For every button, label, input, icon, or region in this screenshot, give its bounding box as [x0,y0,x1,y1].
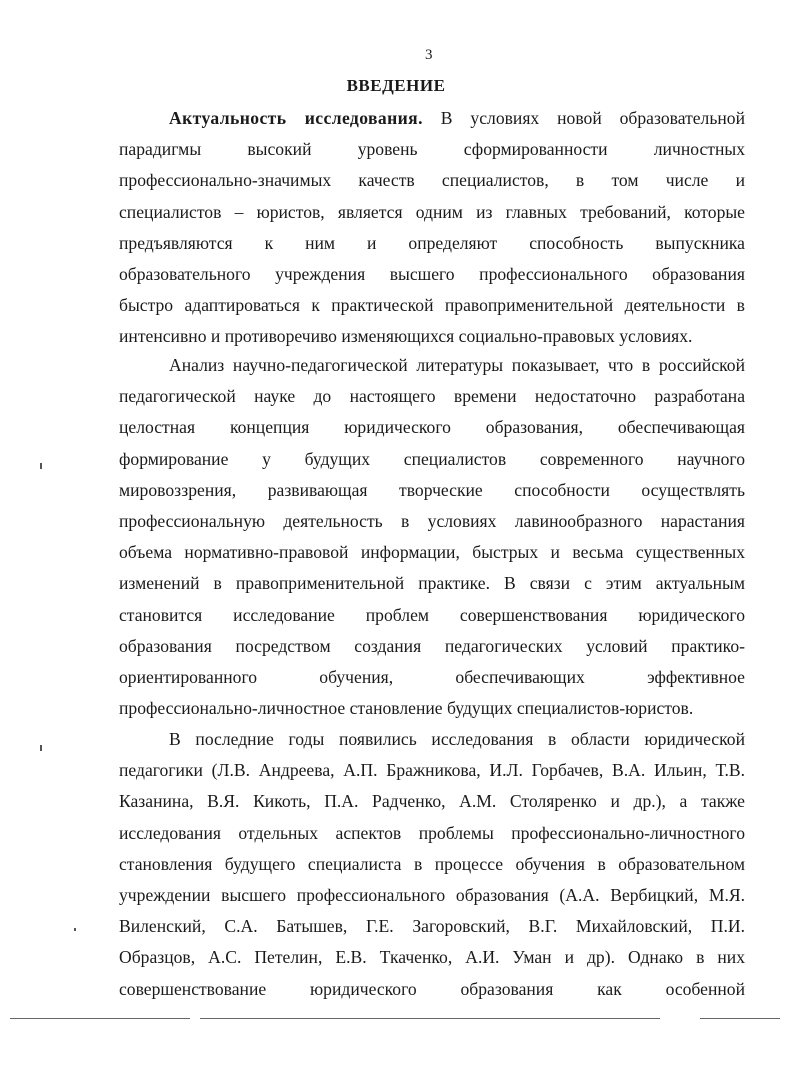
paragraph-line: ориентированного обучения, обеспечивающих эффективное [119,666,745,687]
paragraph-line: исследования отдельных аспектов проблемы профессионально-личностного [119,822,745,843]
paragraph-line: профессионально-значимых качеств специалистов, в том числе и [119,170,745,191]
scan-line [700,1018,780,1019]
paragraph-line: становления будущего специалиста в процессе обучения в образовательном [119,853,745,874]
paragraph-line: совершенствование юридического образования как особенной [119,978,745,999]
paragraph-line: педагогики (Л.В. Андреева, А.П. Бражникова, И.Л. Горбачев, В.А. Ильин, Т.В. [119,760,745,781]
paragraph-line: целостная концепция юридического образования, обеспечивающая [119,417,745,438]
paragraph-line: изменений в правоприменительной практике. В связи с этим актуальным [119,573,745,594]
paragraph-line: образовательного учреждения высшего профессионального образования [119,263,745,284]
scan-mark [74,928,76,931]
paragraph-line: профессионально-личностное становление будущих специалистов-юристов. [119,698,694,719]
paragraph-line: Актуальность исследования. В условиях новой образовательной [169,108,745,128]
paragraph-line: В последние годы появились исследования в области юридической [169,729,745,749]
paragraph-line: Казанина, В.Я. Кикоть, П.А. Радченко, А.М. Столяренко и др.), а также [119,791,745,812]
page-number: 3 [425,47,433,63]
paragraph-line: специалистов – юристов, является одним из главных требований, которые [119,201,745,222]
paragraph-line: объема нормативно-правовой информации, быстрых и весьма существенных [119,542,745,563]
paragraph-line: профессиональную деятельность в условиях лавинообразного нарастания [119,510,745,531]
paragraph-2 [119,350,745,724]
paragraph-line: педагогической науке до настоящего времени недостаточно разработана [119,386,745,407]
scan-mark [40,463,42,469]
paragraph-line: формирование у будущих специалистов современного научного [119,448,745,469]
paragraph-line: образования посредством создания педагогических условий практико- [119,635,745,656]
paragraph-line: парадигмы высокий уровень сформированности личностных [119,139,745,160]
paragraph-3 [119,724,745,1005]
paragraph-line: интенсивно и противоречиво изменяющихся социально-правовых условиях. [119,326,693,347]
paragraph-line: становится исследование проблем совершенствования юридического [119,604,745,625]
paragraph-line: Образцов, А.С. Петелин, Е.В. Ткаченко, А.И. Уман и др). Однако в них [119,947,745,968]
paragraph-line: учреждении высшего профессионального образования (А.А. Вербицкий, М.Я. [119,884,745,905]
bold-lead: Актуальность исследования. [169,108,423,128]
paragraph-line: Виленский, С.А. Батышев, Г.Е. Загоровский, В.Г. Михайловский, П.И. [119,916,745,937]
scan-mark [40,745,42,751]
paragraph-line: предъявляются к ним и определяют способность выпускника [119,232,745,253]
paragraph-line: мировоззрения, развивающая творческие способности осуществлять [119,479,745,500]
section-heading: ВВЕДЕНИЕ [346,76,446,95]
paragraph-1 [119,103,745,353]
scan-line [200,1018,660,1019]
paragraph-line: быстро адаптироваться к практической правоприменительной деятельности в [119,295,745,316]
paragraph-line: Анализ научно-педагогической литературы показывает, что в российской [169,355,745,375]
scan-line [10,1018,190,1019]
